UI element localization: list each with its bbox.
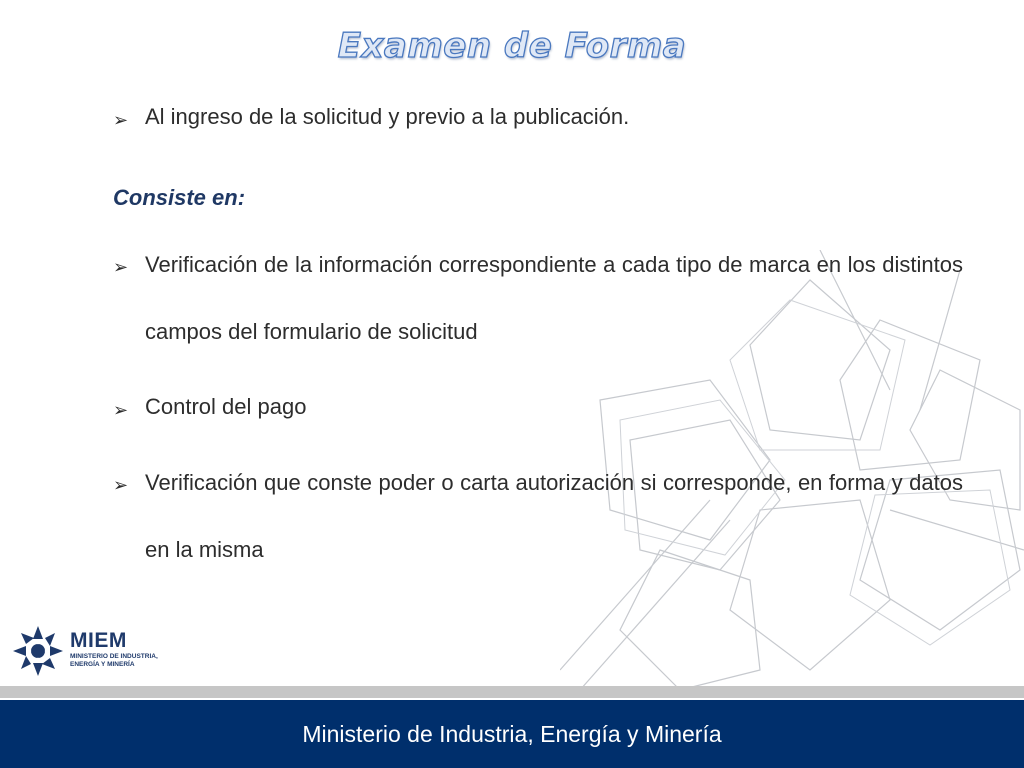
list-item-text: Verificación que conste poder o carta autorización si corresponde, en forma y datos en la misma bbox=[145, 470, 963, 562]
list-item bbox=[113, 231, 963, 365]
list-item bbox=[113, 449, 963, 583]
arrow-bullet-icon: ➢ bbox=[113, 475, 129, 495]
logo-subtitle: MINISTERIO DE INDUSTRIA, ENERGÍA Y MINERÍA bbox=[70, 653, 158, 668]
intro-text: Al ingreso de la solicitud y previo a la publicación. bbox=[145, 104, 630, 129]
miem-logo bbox=[12, 625, 160, 677]
list-item-text: Control del pago bbox=[145, 394, 307, 419]
subheading: Consiste en: bbox=[113, 185, 246, 210]
miem-star-logo-icon bbox=[12, 625, 64, 677]
list-item-text: Verificación de la información correspondiente a cada tipo de marca en los distintos campos del formulario de solicitud bbox=[145, 252, 963, 344]
intro-bullet bbox=[113, 103, 963, 137]
slide-title: Examen de Forma bbox=[337, 26, 687, 66]
footer-bar bbox=[0, 700, 1024, 768]
logo-name: MIEM bbox=[70, 629, 127, 652]
footer-divider bbox=[0, 686, 1024, 698]
list-item bbox=[113, 393, 963, 427]
footer-text: Ministerio de Industria, Energía y Minería bbox=[302, 720, 722, 747]
arrow-bullet-icon: ➢ bbox=[113, 110, 129, 130]
arrow-bullet-icon: ➢ bbox=[113, 400, 129, 420]
arrow-bullet-icon: ➢ bbox=[113, 257, 129, 277]
logo-text bbox=[70, 629, 160, 669]
